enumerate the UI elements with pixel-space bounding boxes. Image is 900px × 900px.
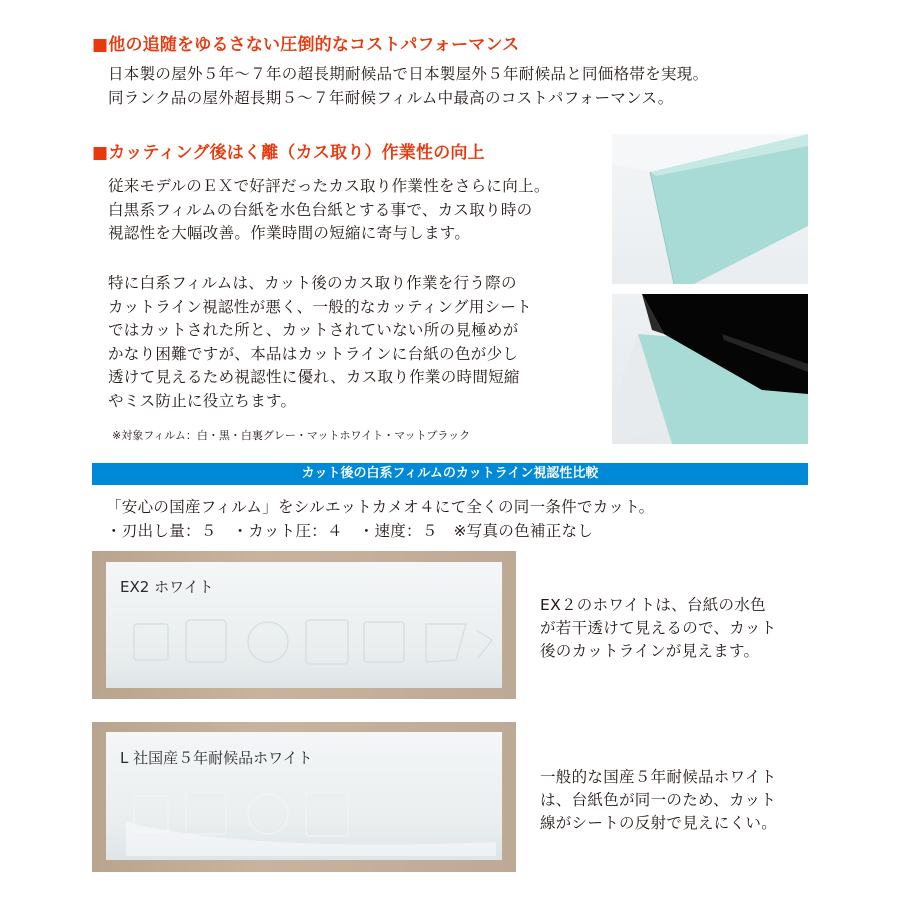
sample2-label: L 社国産５年耐候品ホワイト: [120, 749, 313, 767]
section2-para2-line: 特に白系フィルムは、カット後のカス取り作業を行う際の: [108, 274, 517, 292]
sample1-sheet: [106, 562, 502, 688]
section2-para1: [108, 175, 550, 246]
section2-para1-line: 視認性を大幅改善。作業時間の短縮に寄与します。: [108, 224, 471, 242]
comparison-banner: カット後の白系フィルムのカットライン視認性比較: [92, 463, 808, 485]
sample2-sheet: [106, 732, 502, 860]
black-film-backing-photo: [612, 294, 808, 444]
target-film-note: ※対象フィルム：白・黒・白裏グレー・マットホワイト・マットブラック: [112, 429, 471, 442]
sample1-description-line: 後のカットラインが見えます。: [540, 642, 760, 660]
white-film-backing-photo: [612, 134, 808, 284]
sample1-description: [540, 594, 777, 663]
section2-para1-line: 白黒系フィルムの台紙を水色台紙とする事で、カス取り時の: [108, 200, 533, 219]
sample2-description: [540, 766, 777, 835]
comparison-intro: [106, 496, 654, 543]
white-film-backing-illustration: [612, 134, 808, 284]
sample2-description-line: 線がシートの反射で見えにくい。: [540, 814, 778, 832]
sample2-photo: [92, 722, 516, 872]
comparison-intro-line-1: 「安心の国産フィルム」をシルエットカメオ４にて全くの同一条件でカット。: [106, 498, 655, 516]
sample1-label: EX2 ホワイト: [120, 578, 214, 596]
black-film-backing-illustration: [612, 294, 808, 444]
sample1-photo: [92, 551, 516, 699]
sample1-description-line: EX２のホワイトは、台紙の水色: [540, 596, 766, 614]
section2-para2: [108, 272, 532, 413]
section1-body: [108, 63, 708, 110]
section2-para2-line: ではカットされた所と、カットされていない所の見極めが: [108, 321, 519, 339]
section2-para2-line: かなり困難ですが、本品はカットラインに台紙の色が少し: [108, 344, 519, 363]
section2-heading: ■カッティング後はく離（カス取り）作業性の向上: [92, 143, 485, 163]
sample1-cut-lines: [126, 610, 496, 680]
section1-line-2: 同ランク品の屋外超長期５～７年耐候フィルム中最高のコストパフォーマンス。: [108, 88, 674, 107]
section2-para2-line: 透けて見えるため視認性に優れ、カス取り作業の時間短縮: [108, 368, 520, 386]
section1-heading: ■他の追随をゆるさない圧倒的なコストパフォーマンス: [92, 35, 520, 55]
sample2-cut-lines: [126, 782, 496, 856]
section2-para1-line: 従来モデルのＥＸで好評だったカス取り作業性をさらに向上。: [108, 177, 550, 195]
section2-para2-line: カットライン視認性が悪く、一般的なカッティング用シート: [108, 297, 532, 316]
sample1-description-line: が若干透けて見えるので、カット: [540, 619, 777, 637]
comparison-intro-line-2: ・刃出し量：５ ・カット圧：４ ・速度：５ ※写真の色補正なし: [106, 521, 594, 540]
sample2-description-line: は、台紙色が同一のため、カット: [540, 791, 777, 809]
sample2-description-line: 一般的な国産５年耐候品ホワイト: [540, 768, 777, 786]
section1-line-1: 日本製の屋外５年～７年の超長期耐候品で日本製屋外５年耐候品と同価格帯を実現。: [108, 65, 709, 83]
section2-para2-line: やミス防止に役立ちます。: [108, 391, 297, 410]
